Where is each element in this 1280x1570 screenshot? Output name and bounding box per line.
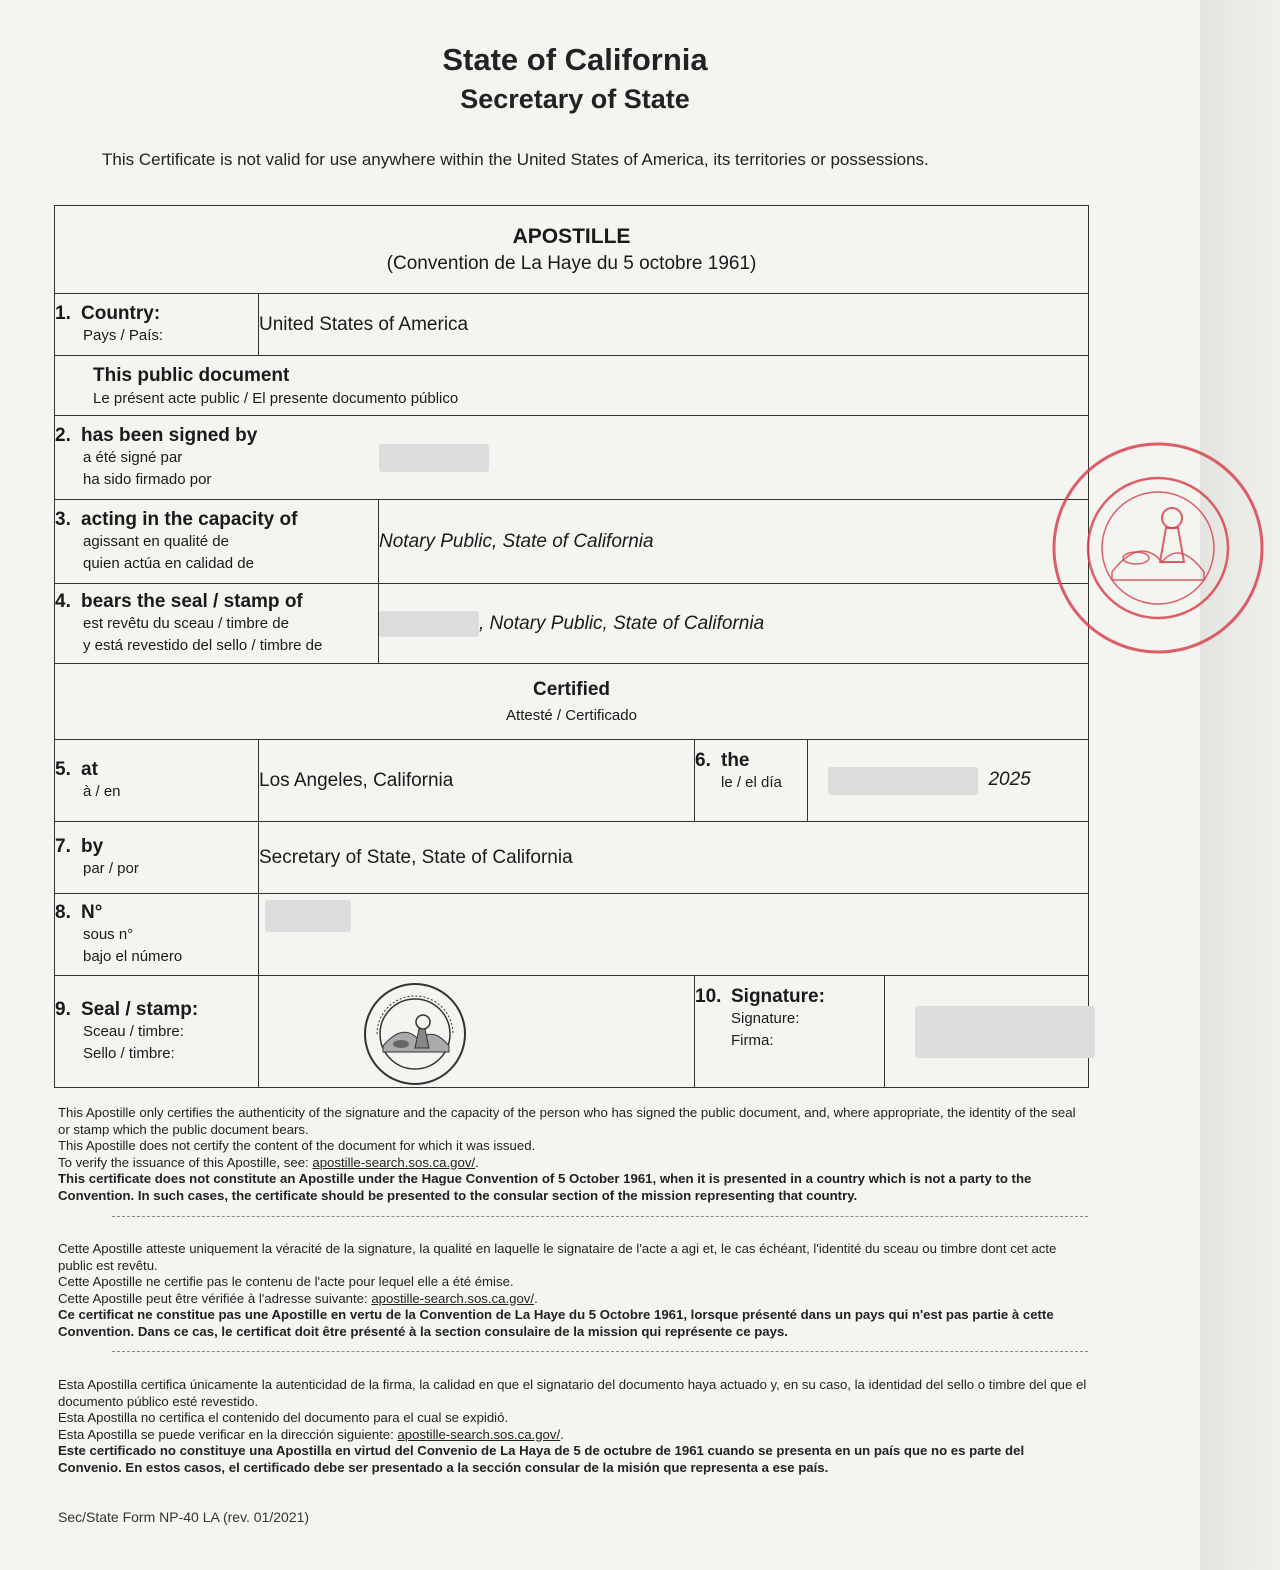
footer-fr-period: . — [534, 1290, 538, 1306]
footer-english — [58, 1105, 1088, 1204]
country-label: Country: — [81, 302, 161, 324]
by-sublabel: par / por — [83, 859, 139, 877]
verification-link-fr[interactable]: apostille-search.sos.ca.gov/ — [371, 1290, 535, 1306]
date-value-cell — [808, 740, 1089, 822]
footer-french — [58, 1241, 1088, 1340]
footer-en-period: . — [475, 1154, 479, 1170]
date-label: the — [721, 750, 750, 771]
certified-cell — [55, 664, 1089, 740]
date-label-cell — [695, 740, 808, 822]
field-number: 9. — [55, 998, 71, 1020]
verification-link-en[interactable]: apostille-search.sos.ca.gov/ — [312, 1154, 476, 1170]
footer-fr-p2: Cette Apostille ne certifie pas le contenu de l'acte pour lequel elle a été émise. — [58, 1274, 514, 1289]
seal-stamp-sublabel-fr: Sceau / timbre: — [83, 1022, 184, 1040]
country-label-cell — [55, 294, 259, 356]
signature-sublabel-es: Firma: — [731, 1032, 774, 1049]
signed-by-sublabel-es: ha sido firmado por — [83, 470, 212, 488]
at-label: at — [81, 758, 98, 780]
date-year: 2025 — [988, 768, 1031, 790]
redacted-certificate-number — [265, 900, 351, 932]
field-number: 3. — [55, 508, 71, 530]
apostille-heading: APOSTILLE — [512, 224, 631, 248]
form-number: Sec/State Form NP-40 LA (rev. 01/2021) — [58, 1509, 310, 1525]
seal-of-label-cell — [55, 584, 379, 664]
at-value: Los Angeles, California — [259, 740, 695, 822]
verification-link-es[interactable]: apostille-search.sos.ca.gov/ — [397, 1426, 561, 1442]
seal-of-sublabel-fr: est revêtu du sceau / timbre de — [83, 614, 289, 632]
signed-by-sublabel-fr: a été signé par — [83, 448, 183, 466]
number-label: N° — [81, 901, 103, 923]
capacity-sublabel-fr: agissant en qualité de — [83, 532, 229, 550]
by-value: Secretary of State, State of California — [259, 822, 1089, 894]
apostille-heading-cell — [55, 206, 1089, 294]
field-number: 6. — [695, 750, 711, 771]
capacity-label-cell — [55, 500, 379, 584]
footer-en-p1: This Apostille only certifies the authenticity of the signature and the capacity of the person who has signed the public document, and, where appropriate, the identity of the seal or stamp which the public document bears. — [58, 1105, 1076, 1137]
field-number: 2. — [55, 424, 71, 446]
signature-label-cell — [695, 976, 885, 1088]
seal-stamp-label: Seal / stamp: — [81, 998, 199, 1020]
convention-reference: (Convention de La Haye du 5 octobre 1961) — [386, 252, 757, 274]
seal-stamp-sublabel-es: Sello / timbre: — [83, 1044, 175, 1062]
signed-by-label: has been signed by — [81, 424, 258, 446]
signed-by-cell — [55, 416, 1089, 500]
number-sublabel-es: bajo el número — [83, 947, 183, 965]
capacity-value: Notary Public, State of California — [379, 500, 1089, 584]
at-label-cell — [55, 740, 259, 822]
apostille-form — [54, 205, 1089, 1088]
field-number: 1. — [55, 302, 71, 324]
footer-fr-p1: Cette Apostille atteste uniquement la véracité de la signature, la qualité en laquelle le signataire de l'acte a agi et, le cas échéant, l'identité du sceau ou timbre dont cet acte public est revêtu. — [58, 1241, 1057, 1273]
certified-sublabel: Attesté / Certificado — [506, 707, 637, 724]
divider — [112, 1216, 1088, 1217]
seal-of-label: bears the seal / stamp of — [81, 590, 303, 612]
seal-of-sublabel-es: y está revestido del sello / timbre de — [83, 636, 323, 654]
by-label-cell — [55, 822, 259, 894]
validity-notice: This Certificate is not valid for use anywhere within the United States of America, its territories or possessions. — [102, 150, 929, 169]
footer-es-p2: Esta Apostilla no certifica el contenido del documento para el cual se expidió. — [58, 1410, 509, 1425]
footer-es-p3: Esta Apostilla se puede verificar en la dirección siguiente: — [58, 1426, 394, 1442]
underlying-page-edge — [1200, 0, 1280, 1570]
seal-of-value: , Notary Public, State of California — [479, 612, 765, 634]
footer-spanish — [58, 1377, 1088, 1476]
redacted-signer-name — [379, 444, 489, 472]
field-number: 10. — [695, 986, 722, 1007]
redacted-date — [828, 767, 978, 795]
capacity-sublabel-es: quien actúa en calidad de — [83, 554, 254, 572]
field-number: 7. — [55, 835, 71, 857]
redacted-notary-name — [379, 611, 479, 637]
page-subtitle: Secretary of State — [460, 84, 690, 114]
field-number: 8. — [55, 901, 71, 923]
footer-en-p3: To verify the issuance of this Apostille, see: — [58, 1154, 309, 1170]
field-number: 5. — [55, 758, 71, 780]
great-seal-icon — [363, 982, 467, 1086]
secretary-of-state-red-stamp-icon — [1050, 440, 1266, 656]
number-sublabel-fr: sous n° — [83, 925, 134, 943]
footer-es-p1: Esta Apostilla certifica únicamente la autenticidad de la firma, la calidad en que el signatario del documento haya actuado y, en su caso, la identidad del sello o timbre del que el documento público esté revestido. — [58, 1377, 1087, 1409]
seal-stamp-value-cell — [259, 976, 695, 1088]
footer-fr-disclaimer: Ce certificat ne constitue pas une Apostille en vertu de la Convention de La Haye du 5 Octobre 1961, lorsque présenté dans un pays qui n'est pas partie à cette Convention. Dans ce cas, le certificat doit être présenté à la section consulaire de la mission qui représente ce pays. — [58, 1307, 1054, 1339]
number-label-cell — [55, 894, 259, 976]
country-value: United States of America — [259, 294, 1089, 356]
field-number: 4. — [55, 590, 71, 612]
public-document-cell — [55, 356, 1089, 416]
seal-of-value-cell — [379, 584, 1089, 664]
public-document-sublabel: Le présent acte public / El presente documento público — [93, 389, 459, 407]
footer-es-period: . — [560, 1426, 564, 1442]
divider — [112, 1351, 1088, 1352]
by-label: by — [81, 835, 104, 857]
signature-value-cell — [885, 976, 1089, 1088]
footer-en-p2: This Apostille does not certify the content of the document for which it was issued. — [58, 1138, 536, 1153]
footer-en-disclaimer: This certificate does not constitute an Apostille under the Hague Convention of 5 October 1961, when it is presented in a country which is not a party to the Convention. In such cases, the certificate should be presented to the consular section of the mission representing that country. — [58, 1171, 1032, 1203]
redacted-signature — [915, 1006, 1095, 1058]
footer-es-disclaimer: Este certificado no constituye una Apostilla en virtud del Convenio de La Haya de 5 de octubre de 1961 cuando se presenta en un país que no es parte del Convenio. En estos casos, el certificado debe ser presentado a la sección consular de la misión que representa a ese país. — [58, 1443, 1025, 1475]
seal-stamp-label-cell — [55, 976, 259, 1088]
date-sublabel: le / el día — [721, 774, 782, 791]
number-value-cell — [259, 894, 1089, 976]
certified-label: Certified — [532, 679, 611, 700]
country-sublabel: Pays / País: — [83, 326, 164, 344]
public-document-label: This public document — [93, 364, 290, 386]
page-title: State of California — [442, 42, 708, 77]
signature-label: Signature: — [731, 986, 825, 1007]
at-sublabel: à / en — [83, 782, 121, 800]
capacity-label: acting in the capacity of — [81, 508, 298, 530]
footer-fr-p3: Cette Apostille peut être vérifiée à l'adresse suivante: — [58, 1290, 368, 1306]
signature-sublabel-fr: Signature: — [731, 1010, 800, 1027]
